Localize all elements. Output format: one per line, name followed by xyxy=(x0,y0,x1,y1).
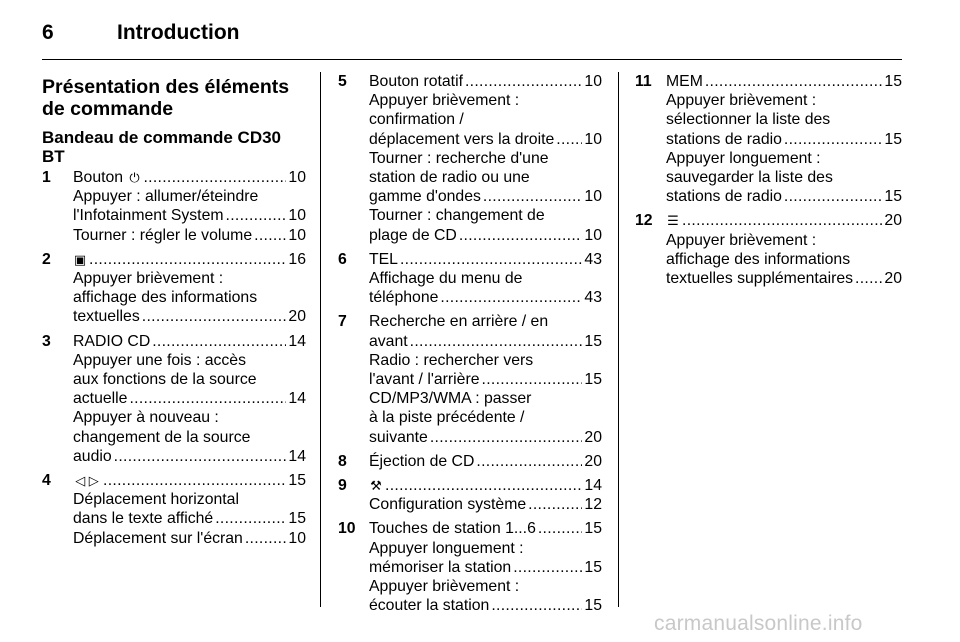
page-number: 6 xyxy=(42,21,54,44)
item-line xyxy=(73,471,306,490)
item-line-label: Appuyer une fois : accès xyxy=(73,351,246,369)
section-heading: Présentation des éléments de commande xyxy=(42,76,290,120)
dot-leader xyxy=(245,529,287,548)
dot-leader xyxy=(385,476,582,495)
item-line xyxy=(369,577,602,596)
item-line xyxy=(369,312,602,331)
page-reference: 15 xyxy=(884,73,902,90)
item-line xyxy=(369,226,602,245)
item-line-label: écouter la station xyxy=(369,597,490,615)
power-icon: ⏻ xyxy=(129,170,140,185)
dot-leader xyxy=(682,211,882,230)
dot-leader xyxy=(556,130,582,149)
item-line xyxy=(73,332,306,351)
page-reference: 20 xyxy=(884,270,902,288)
item-line-label xyxy=(73,168,141,187)
page-reference: 43 xyxy=(584,289,602,307)
item-line-label: dans le texte affiché xyxy=(73,510,214,528)
item-line xyxy=(666,250,902,269)
item-line-label: confirmation / xyxy=(369,111,464,129)
item-line-label: Affichage du menu de xyxy=(369,270,523,288)
item-line-label: Touches de station 1...6 xyxy=(369,520,536,538)
item-line xyxy=(369,476,602,495)
dot-leader xyxy=(430,428,583,447)
dot-leader xyxy=(784,130,883,149)
dot-leader xyxy=(513,558,582,577)
item-line xyxy=(369,389,602,408)
left-right-arrows-icon: ◁ ▷ xyxy=(75,473,99,489)
item-line-label: stations de radio xyxy=(666,130,782,148)
item-line-label: Tourner : changement de xyxy=(369,207,545,225)
page-reference: 20 xyxy=(584,428,602,446)
item-line xyxy=(73,187,306,206)
item-line xyxy=(73,307,306,326)
item-number: 6 xyxy=(338,250,347,268)
page-reference: 20 xyxy=(288,308,306,326)
item-line-label: stations de radio xyxy=(666,188,782,206)
items-list-1 xyxy=(42,168,306,548)
item-line xyxy=(369,539,602,558)
item-line-label: sélectionner la liste des xyxy=(666,111,831,129)
page-reference: 20 xyxy=(584,452,602,470)
item-line xyxy=(369,72,602,91)
dot-leader xyxy=(459,226,583,245)
item-number: 9 xyxy=(338,477,347,495)
item-line-label: Tourner : régler le volume xyxy=(73,226,253,244)
item-line xyxy=(73,490,306,509)
list-item xyxy=(338,476,602,514)
item-line xyxy=(666,72,902,91)
item-line-label: TEL xyxy=(369,250,398,268)
page-title: Introduction xyxy=(117,21,240,44)
dot-leader xyxy=(89,250,286,269)
page-reference: 10 xyxy=(584,188,602,206)
page-reference: 10 xyxy=(288,529,306,547)
dot-leader xyxy=(226,206,287,225)
items-list-3 xyxy=(635,72,902,288)
item-line-label: textuelles xyxy=(73,308,140,326)
item-line xyxy=(666,149,902,168)
item-line-label: Appuyer brièvement : xyxy=(369,92,520,110)
item-line-label: Configuration système xyxy=(369,496,527,514)
item-line xyxy=(666,91,902,110)
dot-leader xyxy=(440,288,582,307)
dot-leader xyxy=(114,447,287,466)
item-line-label: plage de CD xyxy=(369,226,457,244)
page-reference: 12 xyxy=(584,496,602,514)
item-line-label: CD/MP3/WMA : passer xyxy=(369,390,532,408)
item-line-label: Recherche en arrière / en xyxy=(369,313,549,331)
page-reference: 10 xyxy=(288,169,306,186)
item-line-label: Appuyer longuement : xyxy=(666,149,821,167)
item-line-label: à la piste précédente / xyxy=(369,409,525,427)
item-line xyxy=(369,351,602,370)
item-line xyxy=(369,428,602,447)
item-line-label: Appuyer longuement : xyxy=(369,539,524,557)
page-reference: 10 xyxy=(288,226,306,244)
list-item xyxy=(338,312,602,446)
settings-tools-icon: ⚒ xyxy=(370,478,382,494)
item-line xyxy=(73,370,306,389)
dot-leader xyxy=(483,187,583,206)
item-line xyxy=(369,519,602,538)
item-line xyxy=(73,288,306,307)
item-number: 2 xyxy=(42,250,51,268)
item-line-label: Appuyer à nouveau : xyxy=(73,409,219,427)
item-line xyxy=(73,250,306,269)
page-reference: 10 xyxy=(584,226,602,244)
page-reference: 15 xyxy=(584,520,602,538)
item-line xyxy=(369,452,602,471)
item-line-label: suivante xyxy=(369,428,428,446)
item-number: 8 xyxy=(338,452,347,470)
dot-leader xyxy=(465,72,582,91)
dot-leader xyxy=(142,307,287,326)
page-reference: 20 xyxy=(884,212,902,230)
dot-leader xyxy=(400,250,582,269)
item-line-label: mémoriser la station xyxy=(369,558,512,576)
item-line xyxy=(73,509,306,528)
item-line-text: Bouton xyxy=(73,169,124,186)
item-line xyxy=(369,168,602,187)
item-line-label: Déplacement horizontal xyxy=(73,491,239,509)
item-line xyxy=(73,428,306,447)
list-item xyxy=(42,332,306,466)
item-line-label: Éjection de CD xyxy=(369,452,475,470)
page-reference: 15 xyxy=(584,332,602,350)
item-line xyxy=(73,206,306,225)
header-rule xyxy=(42,59,902,60)
item-line xyxy=(369,288,602,307)
page-reference: 10 xyxy=(288,207,306,225)
column-divider-1 xyxy=(320,72,321,607)
column-2 xyxy=(338,72,602,620)
dot-leader xyxy=(129,389,286,408)
dot-leader xyxy=(152,332,286,351)
item-line xyxy=(73,351,306,370)
item-line-label: changement de la source xyxy=(73,428,251,446)
item-line xyxy=(369,206,602,225)
item-line-label: affichage des informations xyxy=(73,289,258,307)
page-reference: 15 xyxy=(288,510,306,528)
dot-leader xyxy=(143,168,286,187)
page-reference: 14 xyxy=(288,447,306,465)
item-line xyxy=(666,130,902,149)
item-line-label: avant xyxy=(369,332,408,350)
item-number: 11 xyxy=(635,73,652,90)
item-line-label: Appuyer brièvement : xyxy=(369,578,520,596)
page-reference: 15 xyxy=(584,597,602,615)
item-number: 12 xyxy=(635,212,653,230)
page-reference: 10 xyxy=(584,130,602,148)
column-divider-2 xyxy=(618,72,619,607)
page-reference: 15 xyxy=(884,130,902,148)
item-line-label: Tourner : recherche d'une xyxy=(369,149,549,167)
item-line-label: téléphone xyxy=(369,289,439,307)
info-display-icon: ▣ xyxy=(73,251,87,267)
item-line xyxy=(73,408,306,427)
page-reference: 43 xyxy=(584,250,602,268)
item-line-label: gamme d'ondes xyxy=(369,188,481,206)
item-line xyxy=(369,187,602,206)
item-line xyxy=(369,495,602,514)
dot-leader xyxy=(215,509,286,528)
column-3 xyxy=(635,72,902,293)
dot-leader xyxy=(410,332,583,351)
page-reference: 14 xyxy=(288,332,306,350)
item-line xyxy=(666,211,902,230)
page-reference: 15 xyxy=(884,188,902,206)
item-line-label: Appuyer brièvement : xyxy=(73,270,224,288)
item-line xyxy=(369,332,602,351)
dot-leader xyxy=(254,226,286,245)
item-line-label: l'avant / l'arrière xyxy=(369,371,480,389)
item-line xyxy=(666,269,902,288)
dot-leader xyxy=(491,596,582,615)
watermark: carmanualsonline.info xyxy=(654,612,863,635)
item-line xyxy=(73,226,306,245)
dot-leader xyxy=(784,187,883,206)
page-reference: 15 xyxy=(584,371,602,389)
item-line xyxy=(369,558,602,577)
text-list-icon: ☰ xyxy=(667,213,679,229)
dot-leader xyxy=(528,495,582,514)
item-number: 10 xyxy=(338,520,356,538)
dot-leader xyxy=(705,72,883,91)
item-line xyxy=(73,447,306,466)
page-reference: 16 xyxy=(288,250,306,268)
list-item xyxy=(338,250,602,308)
list-item xyxy=(338,452,602,471)
item-line xyxy=(73,389,306,408)
list-item xyxy=(42,168,306,245)
item-line-label xyxy=(369,476,383,495)
item-line-label: Radio : rechercher vers xyxy=(369,351,534,369)
item-line-label: RADIO CD xyxy=(73,332,151,350)
page-reference: 14 xyxy=(584,477,602,495)
dot-leader xyxy=(476,452,582,471)
item-line-label: déplacement vers la droite xyxy=(369,130,555,148)
dot-leader xyxy=(103,471,286,490)
item-line xyxy=(369,370,602,389)
item-number: 3 xyxy=(42,332,51,350)
page-reference: 14 xyxy=(288,390,306,408)
section-subheading: Bandeau de commande CD30 BT xyxy=(42,128,282,166)
item-number: 5 xyxy=(338,73,347,90)
list-item xyxy=(42,250,306,327)
item-line xyxy=(369,596,602,615)
list-item xyxy=(42,471,306,548)
item-line-label: Appuyer brièvement : xyxy=(666,231,817,249)
dot-leader xyxy=(482,370,583,389)
dot-leader xyxy=(538,519,583,538)
item-line-label: Appuyer : allumer/éteindre xyxy=(73,188,259,206)
item-line xyxy=(666,110,902,129)
item-line-label: textuelles supplémentaires xyxy=(666,270,854,288)
item-line xyxy=(73,529,306,548)
item-line-label: affichage des informations xyxy=(666,250,851,268)
item-line-label: Déplacement sur l'écran xyxy=(73,529,243,547)
item-line-label: l'Infotainment System xyxy=(73,207,224,225)
item-line xyxy=(369,149,602,168)
item-line xyxy=(369,250,602,269)
item-line-label: sauvegarder la liste des xyxy=(666,169,833,187)
item-line-label: aux fonctions de la source xyxy=(73,371,257,389)
page-reference: 15 xyxy=(288,472,306,490)
dot-leader xyxy=(855,269,882,288)
item-line-label: MEM xyxy=(666,73,703,90)
item-line xyxy=(666,168,902,187)
item-line-label xyxy=(666,211,680,230)
list-item xyxy=(338,519,602,615)
item-line-label: Bouton rotatif xyxy=(369,73,463,90)
item-line-label: Appuyer brièvement : xyxy=(666,92,817,110)
item-line xyxy=(369,91,602,110)
page-reference: 15 xyxy=(584,558,602,576)
list-item xyxy=(635,211,902,288)
item-line xyxy=(369,408,602,427)
item-number: 1 xyxy=(42,169,51,186)
page-reference: 10 xyxy=(584,73,602,90)
item-line xyxy=(666,187,902,206)
column-1 xyxy=(42,72,306,553)
item-line-label: actuelle xyxy=(73,390,128,408)
item-line xyxy=(369,130,602,149)
list-item xyxy=(635,72,902,206)
item-line xyxy=(369,110,602,129)
item-line xyxy=(73,168,306,187)
item-line xyxy=(369,269,602,288)
item-line xyxy=(666,231,902,250)
items-list-2 xyxy=(338,72,602,615)
item-line-label xyxy=(73,250,87,269)
item-number: 7 xyxy=(338,313,347,331)
list-item xyxy=(338,72,602,245)
item-number: 4 xyxy=(42,472,51,490)
item-line-label xyxy=(73,471,101,490)
item-line-label: audio xyxy=(73,447,112,465)
item-line-label: station de radio ou une xyxy=(369,169,530,187)
item-line xyxy=(73,269,306,288)
